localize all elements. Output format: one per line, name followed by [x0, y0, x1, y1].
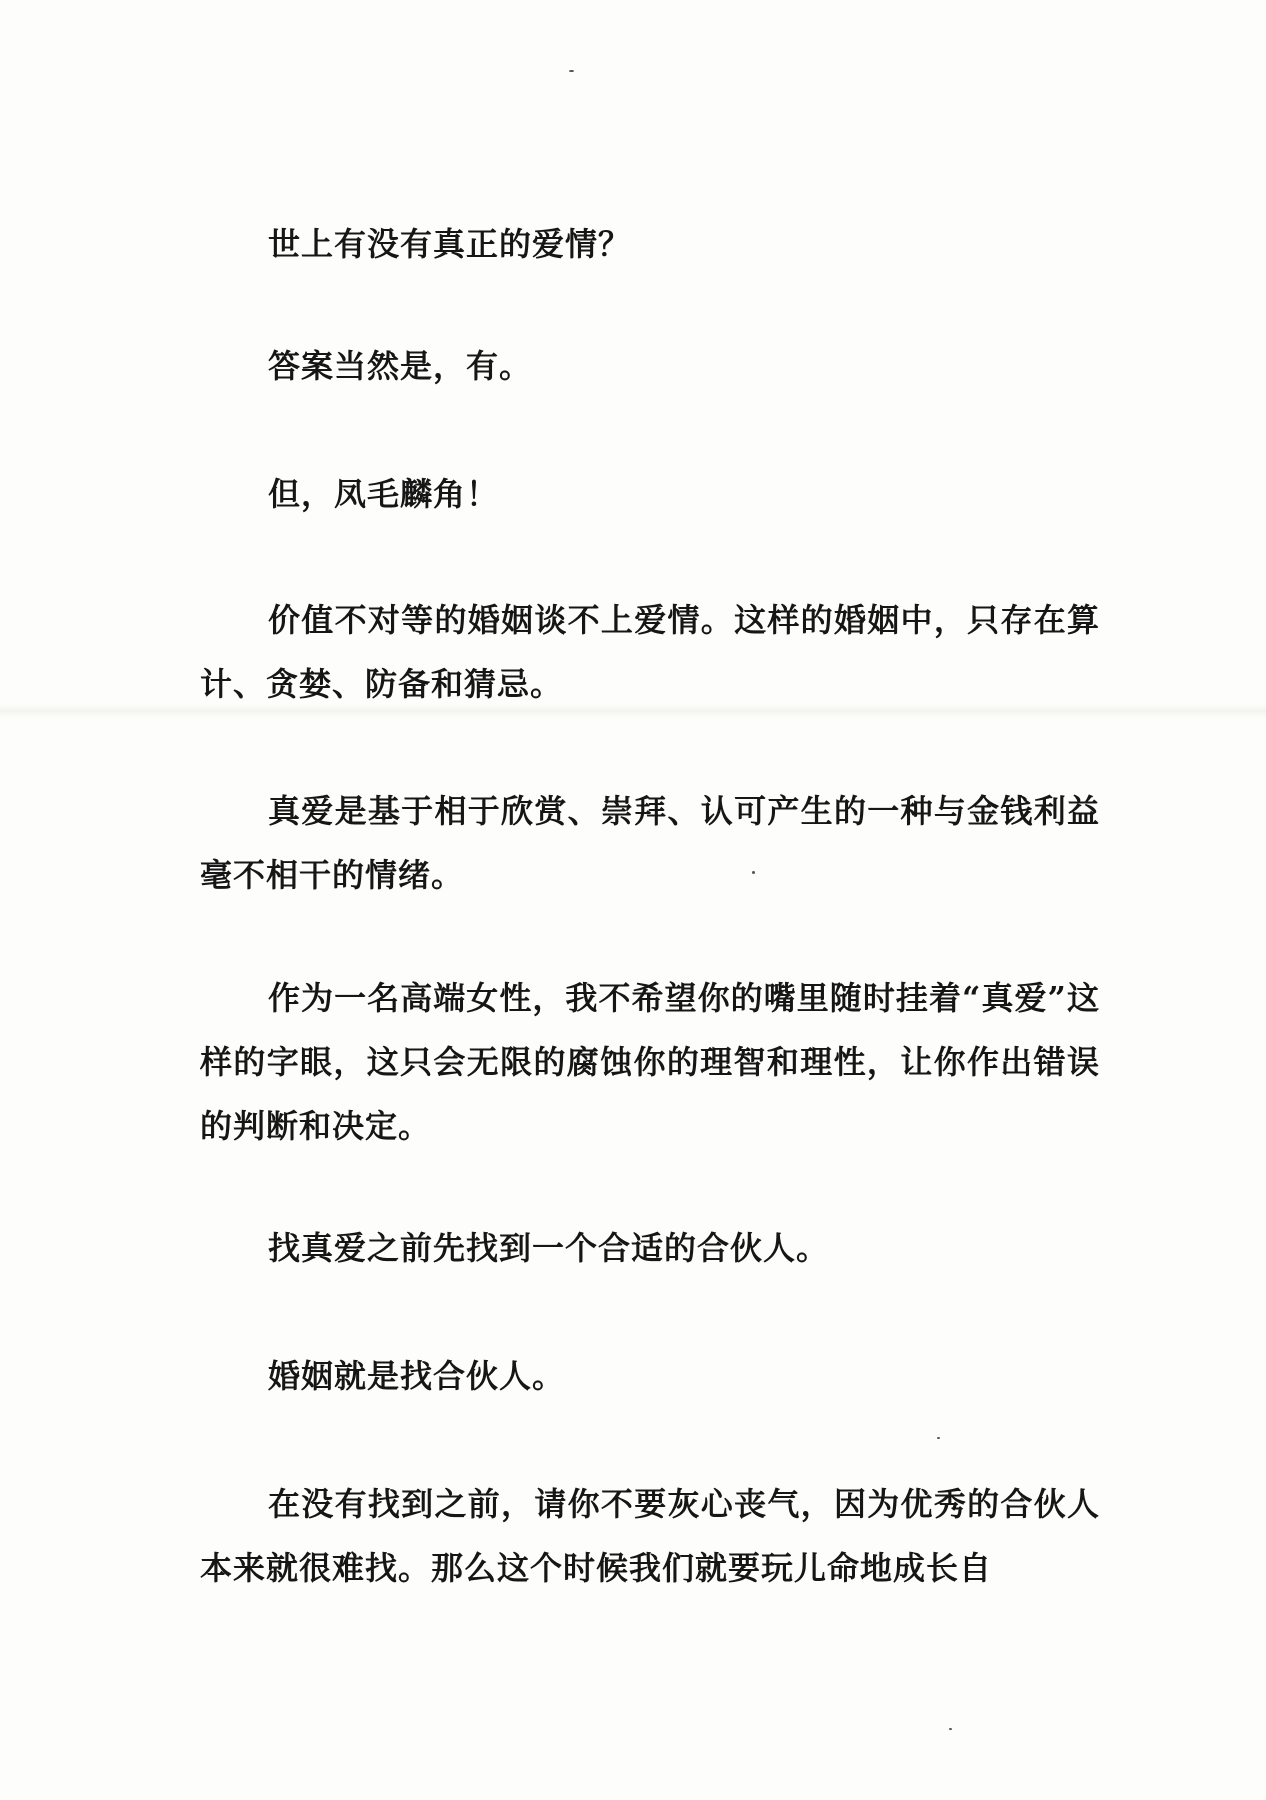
- paragraph: 作为一名高端女性，我不希望你的嘴里随时挂着“真爱”这样的字眼，这只会无限的腐蚀你的理智和理性，让你作出错误的判断和决定。: [200, 979, 1100, 1145]
- paragraph: 在没有找到之前，请你不要灰心丧气，因为优秀的合伙人本来就很难找。那么这个时候我们就要玩儿命地成长自: [200, 1485, 1100, 1587]
- paragraph: 找真爱之前先找到一个合适的合伙人。: [268, 1229, 830, 1267]
- paragraph: 但，凤毛麟角！: [268, 475, 500, 513]
- paragraph: 真爱是基于相于欣赏、崇拜、认可产生的一种与金钱利益毫不相干的情绪。: [200, 792, 1100, 894]
- paragraph: 世上有没有真正的爱情？: [268, 225, 632, 263]
- scan-speck: [569, 70, 574, 72]
- scan-speck: [949, 1728, 952, 1730]
- paragraph: 答案当然是，有。: [268, 347, 533, 385]
- scan-speck: [937, 1437, 940, 1439]
- paragraph: 婚姻就是找合伙人。: [268, 1357, 566, 1395]
- paragraph: 价值不对等的婚姻谈不上爱情。这样的婚姻中，只存在算计、贪婪、防备和猜忌。: [200, 601, 1100, 703]
